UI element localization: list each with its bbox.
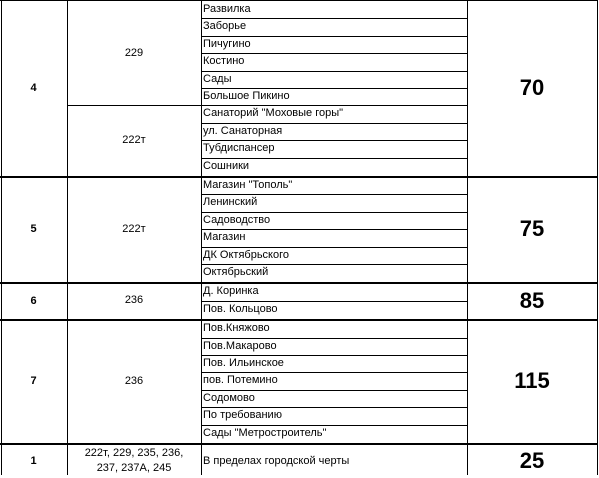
zone-number: 4	[30, 82, 37, 94]
stop-name: Костино	[203, 55, 245, 68]
row-divider	[0, 282, 597, 284]
stop-name: Пов.Макарово	[203, 339, 277, 352]
route-number: 236	[124, 374, 144, 387]
row-divider	[67, 105, 467, 106]
stop-name: Ленинский	[203, 196, 258, 209]
row-divider	[0, 319, 597, 321]
stop-name: Магазин "Тополь"	[203, 179, 293, 191]
row-divider	[0, 443, 597, 445]
row-divider	[201, 123, 467, 124]
row-divider	[201, 407, 467, 408]
zone-number: 6	[30, 294, 37, 307]
row-divider	[201, 194, 467, 195]
row-divider	[201, 355, 467, 356]
fare-price: 75	[519, 216, 545, 242]
row-divider	[201, 301, 467, 302]
stop-name: Октябрьский	[203, 266, 269, 278]
row-divider	[201, 18, 467, 19]
route-number: 222т, 229, 235, 236, 237, 237А, 245	[84, 447, 184, 474]
row-divider	[0, 176, 597, 178]
stop-name: Пов.Княжово	[203, 322, 270, 335]
stop-name: Большое Пикино	[203, 90, 290, 102]
stop-name: пов. Потемино	[203, 374, 278, 387]
zone-number: 1	[30, 455, 37, 467]
stop-name: Сады "Метростроитель"	[203, 426, 327, 439]
column-divider	[597, 0, 598, 475]
stop-name: Пичугино	[203, 37, 251, 50]
stop-name: Пов. Кольцово	[203, 302, 278, 315]
stop-name: Содомово	[203, 391, 255, 404]
row-divider	[201, 264, 467, 265]
stop-name: Развилка	[203, 3, 251, 15]
route-number: 222т	[122, 222, 146, 235]
route-number: 229	[124, 46, 144, 59]
stop-name: ул. Санаторная	[203, 124, 283, 137]
stop-name: Сошники	[203, 159, 250, 172]
row-divider	[201, 71, 467, 72]
stop-name: Заборье	[203, 20, 247, 33]
row-divider	[201, 36, 467, 37]
stop-name: Санаторий "Моховые горы"	[203, 107, 344, 120]
row-divider	[201, 425, 467, 426]
zone-number: 5	[30, 223, 37, 236]
stop-name: ДК Октябрьского	[203, 248, 289, 261]
fare-price: 70	[519, 75, 545, 100]
row-divider	[201, 140, 467, 141]
row-divider	[201, 212, 467, 213]
row-divider	[201, 372, 467, 373]
stop-name: Сады	[203, 72, 232, 85]
route-number: 222т	[122, 133, 146, 146]
stop-name: Магазин	[203, 231, 246, 244]
stop-name: Пов. Ильинское	[203, 357, 284, 369]
fare-price: 25	[519, 448, 545, 473]
stop-name: По требованию	[203, 409, 282, 422]
route-number: 236	[124, 294, 144, 307]
row-divider	[201, 158, 467, 159]
row-divider	[201, 247, 467, 248]
stop-name: Тубдиспансер	[203, 142, 275, 155]
row-divider	[201, 88, 467, 89]
fare-price: 85	[519, 287, 545, 313]
stop-name: Д. Коринка	[203, 285, 259, 298]
fare-price: 115	[514, 368, 550, 394]
zone-number: 7	[30, 375, 37, 388]
row-divider	[0, 0, 597, 1]
row-divider	[201, 390, 467, 391]
stop-name: В пределах городской черты	[203, 455, 350, 467]
row-divider	[201, 229, 467, 230]
row-divider	[201, 53, 467, 54]
row-divider	[201, 338, 467, 339]
stop-name: Садоводство	[203, 213, 271, 226]
